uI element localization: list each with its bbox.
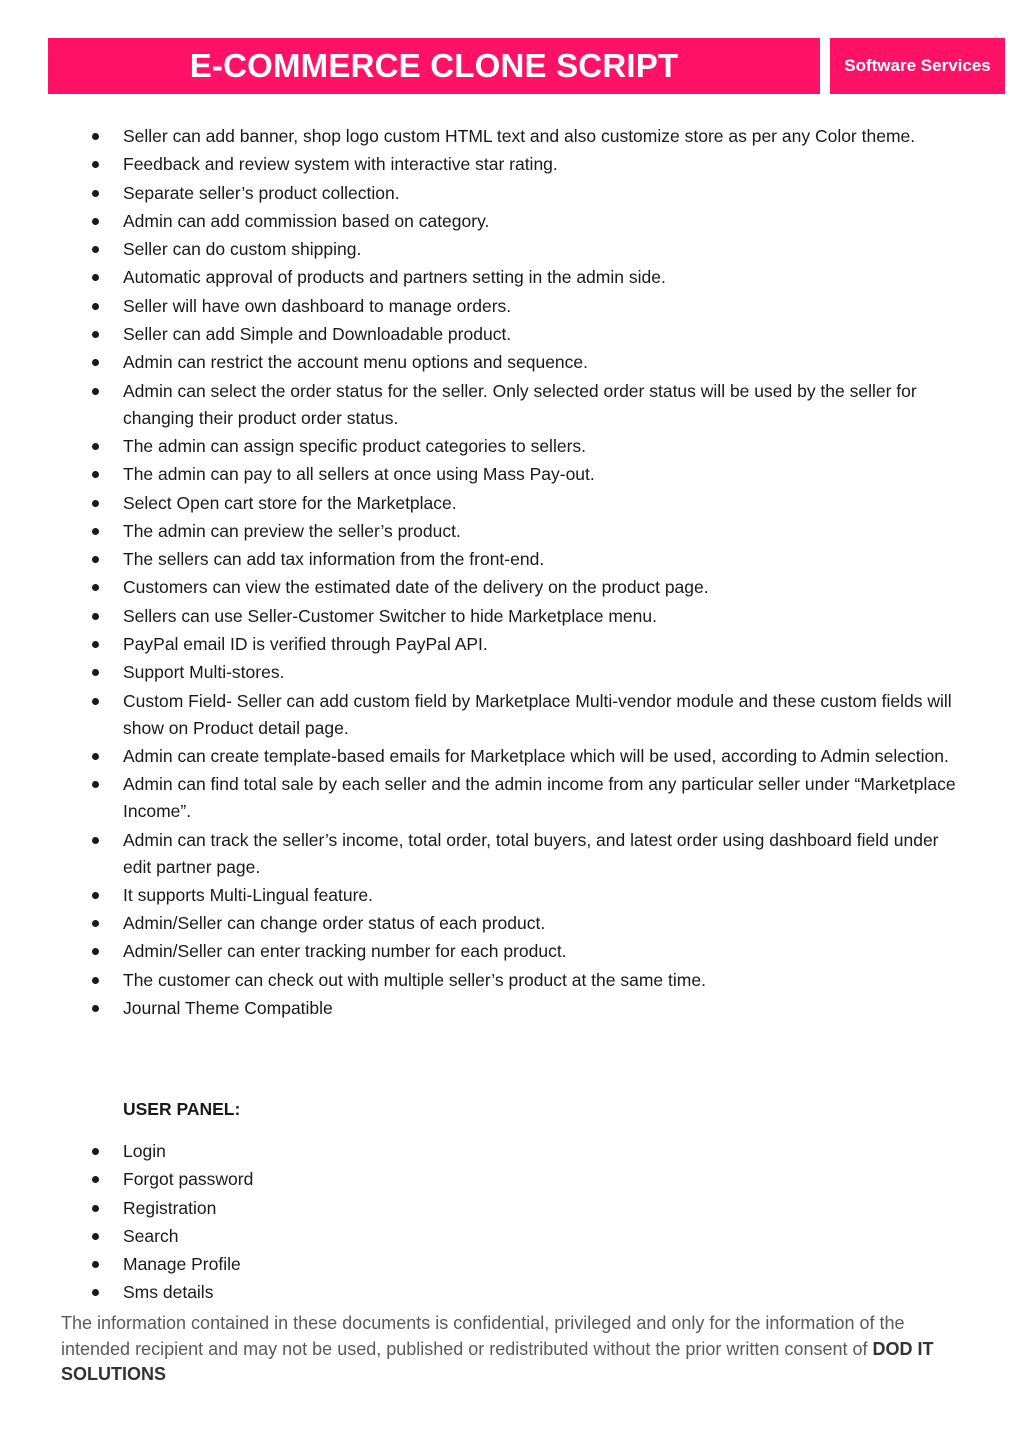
list-item-text: Admin can restrict the account menu options and sequence.	[123, 352, 588, 373]
list-item	[88, 293, 968, 320]
list-item	[88, 827, 968, 881]
bullet-icon	[92, 274, 99, 281]
list-item	[88, 236, 968, 263]
header-tag-banner	[830, 38, 1005, 94]
list-item-text: Forgot password	[123, 1169, 254, 1190]
list-item	[88, 1195, 968, 1222]
list-item	[88, 1279, 968, 1306]
list-item-text: Registration	[123, 1197, 217, 1218]
list-item	[88, 574, 968, 601]
list-item	[88, 518, 968, 545]
list-item-text: It supports Multi-Lingual feature.	[123, 884, 373, 905]
bullet-icon	[92, 977, 99, 984]
user-panel-heading: USER PANEL:	[123, 1099, 241, 1119]
list-item	[88, 461, 968, 488]
list-item-text: Admin/Seller can change order status of each product.	[123, 913, 546, 934]
list-item-text: Login	[123, 1141, 166, 1161]
list-item-text: Journal Theme Compatible	[123, 998, 333, 1019]
list-item-text: Seller can add Simple and Downloadable product.	[123, 324, 512, 345]
user-panel-list	[88, 1138, 968, 1308]
list-item	[88, 967, 968, 994]
bullet-icon	[92, 528, 99, 535]
list-item	[88, 659, 968, 686]
list-item	[88, 1223, 968, 1250]
bullet-icon	[92, 948, 99, 955]
list-item	[88, 123, 968, 150]
list-item-text: Select Open cart store for the Marketplace.	[123, 492, 457, 513]
list-item-text: The admin can pay to all sellers at once using Mass Pay-out.	[123, 464, 595, 485]
bullet-icon	[92, 669, 99, 676]
page-title: E-COMMERCE CLONE SCRIPT	[189, 47, 679, 84]
header-tag: Software Services	[844, 56, 991, 75]
list-item	[88, 688, 968, 742]
list-item-text: Feedback and review system with interactive star rating.	[123, 154, 558, 175]
bullet-icon	[92, 500, 99, 507]
list-item	[88, 151, 968, 178]
bullet-icon	[92, 892, 99, 899]
bullet-icon	[92, 1233, 99, 1240]
bullet-icon	[92, 303, 99, 310]
bullet-icon	[92, 1176, 99, 1183]
list-item-text: Separate seller’s product collection.	[123, 182, 400, 203]
list-item	[88, 631, 968, 658]
list-item-text: Automatic approval of products and partners setting in the admin side.	[123, 267, 666, 288]
list-item-text: The sellers can add tax information from the front-end.	[123, 549, 545, 570]
list-item-text: Seller will have own dashboard to manage orders.	[123, 295, 512, 316]
list-item-text: Seller can add banner, shop logo custom HTML text and also customize store as per any Color theme.	[123, 126, 916, 146]
list-item	[88, 321, 968, 348]
list-item	[88, 546, 968, 573]
bullet-icon	[92, 218, 99, 225]
bullet-icon	[92, 161, 99, 168]
bullet-icon	[92, 698, 99, 705]
list-item-text: Custom Field- Seller can add custom field by Marketplace Multi-vendor module and these custom fields will show on Product detail page.	[123, 690, 952, 738]
bullet-icon	[92, 331, 99, 338]
bullet-icon	[92, 556, 99, 563]
list-item	[88, 743, 968, 770]
list-item	[88, 180, 968, 207]
list-item-text: Admin can find total sale by each seller and the admin income from any particular seller under “Marketplace Income”.	[123, 774, 956, 822]
list-item	[88, 771, 968, 825]
list-item-text: The admin can preview the seller’s product.	[123, 520, 461, 541]
bullet-icon	[92, 641, 99, 648]
bullet-icon	[92, 781, 99, 788]
confidentiality-notice	[61, 1311, 961, 1388]
list-item-text: Admin can create template-based emails for Marketplace which will be used, according to Admin selection.	[123, 745, 949, 766]
bullet-icon	[92, 1005, 99, 1012]
bullet-icon	[92, 1148, 99, 1155]
bullet-icon	[92, 1289, 99, 1296]
list-item-text: Sellers can use Seller-Customer Switcher to hide Marketplace menu.	[123, 605, 657, 626]
bullet-icon	[92, 359, 99, 366]
list-item	[88, 1138, 968, 1165]
bullet-icon	[92, 753, 99, 760]
bullet-icon	[92, 613, 99, 620]
list-item	[88, 882, 968, 909]
list-item	[88, 995, 968, 1022]
list-item-text: The admin can assign specific product categories to sellers.	[123, 435, 587, 456]
bullet-icon	[92, 443, 99, 450]
list-item-text: Manage Profile	[123, 1254, 241, 1275]
header-banner	[48, 38, 820, 94]
list-item	[88, 208, 968, 235]
list-item-text: Admin can track the seller’s income, total order, total buyers, and latest order using dashboard field under edit partner page.	[123, 829, 939, 877]
list-item-text: Admin can select the order status for the seller. Only selected order status will be used by the seller for changing their product order status.	[123, 380, 917, 428]
bullet-icon	[92, 837, 99, 844]
list-item-text: PayPal email ID is verified through PayPal API.	[123, 634, 488, 655]
list-item	[88, 349, 968, 376]
list-item	[88, 264, 968, 291]
list-item	[88, 938, 968, 965]
list-item-text: Sms details	[123, 1282, 214, 1303]
list-item	[88, 1251, 968, 1278]
bullet-icon	[92, 471, 99, 478]
list-item-text: Admin can add commission based on category.	[123, 210, 490, 231]
list-item-text: Search	[123, 1225, 179, 1246]
list-item-text: Admin/Seller can enter tracking number for each product.	[123, 941, 567, 962]
bullet-icon	[92, 920, 99, 927]
bullet-icon	[92, 1205, 99, 1212]
list-item-text: Customers can view the estimated date of the delivery on the product page.	[123, 577, 709, 598]
list-item	[88, 378, 968, 432]
feature-list	[88, 123, 968, 1023]
bullet-icon	[92, 388, 99, 395]
bullet-icon	[92, 1261, 99, 1268]
bullet-icon	[92, 190, 99, 197]
bullet-icon	[92, 246, 99, 253]
bullet-icon	[92, 584, 99, 591]
list-item-text: Support Multi-stores.	[123, 662, 285, 683]
list-item	[88, 433, 968, 460]
confidentiality-text: The information contained in these documents is confidential, privileged and only for the information of the intended recipient and may not be used, published or redistributed without the prior written consent of	[61, 1313, 905, 1359]
list-item-text: Seller can do custom shipping.	[123, 239, 362, 260]
bullet-icon	[92, 133, 99, 140]
list-item	[88, 910, 968, 937]
list-item-text: The customer can check out with multiple seller’s product at the same time.	[123, 969, 706, 990]
list-item	[88, 490, 968, 517]
list-item	[88, 603, 968, 630]
company-name: DOD IT SOLUTIONS	[61, 1338, 934, 1384]
list-item	[88, 1166, 968, 1193]
